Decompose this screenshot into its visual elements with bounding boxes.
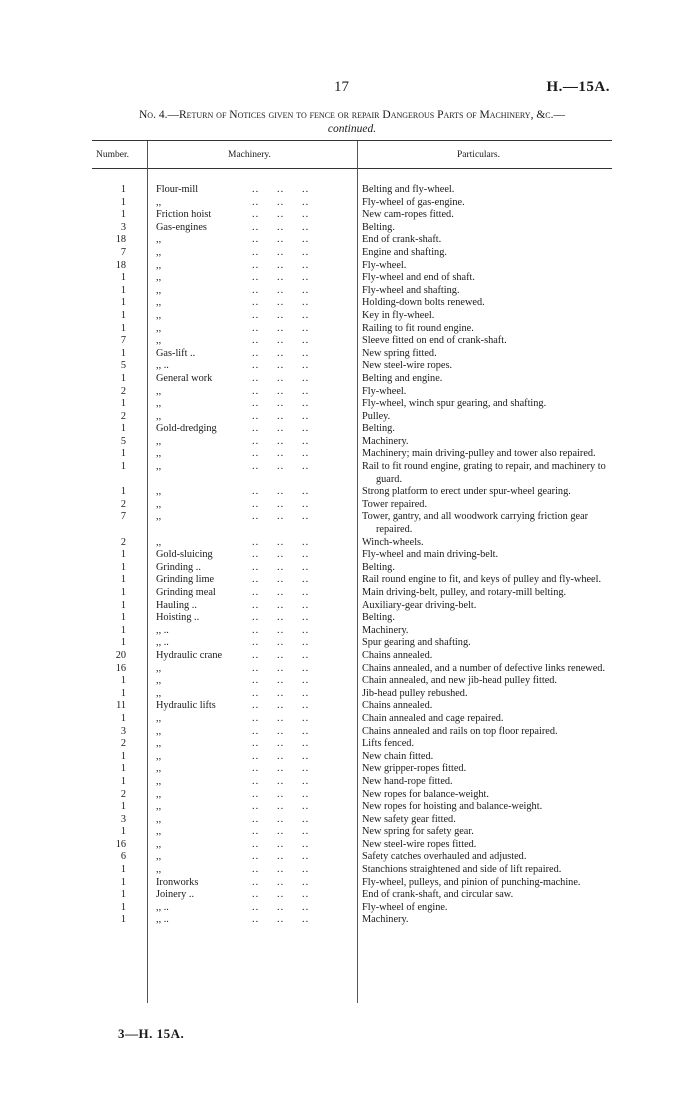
leader-dots: .. .. .. xyxy=(252,297,310,309)
row-machinery: ,, xyxy=(156,234,162,246)
row-machinery: Flour-mill xyxy=(156,184,199,195)
table-row xyxy=(92,763,612,776)
row-number: 18 xyxy=(115,259,126,271)
table-row xyxy=(92,625,612,638)
row-number: 1 xyxy=(120,309,126,321)
leader-dots: .. .. .. xyxy=(252,662,310,674)
row-particulars: Fly-wheel and shafting. xyxy=(362,284,460,296)
row-number: 1 xyxy=(120,675,126,687)
table-row xyxy=(92,826,612,839)
row-number: 7 xyxy=(120,511,126,523)
return-table-body xyxy=(92,184,612,927)
title-continued: continued. xyxy=(327,123,377,135)
table-row xyxy=(92,323,612,336)
row-particulars: New hand-rope fitted. xyxy=(362,775,453,787)
leader-dots: .. .. .. xyxy=(252,763,310,775)
leader-dots: .. .. .. xyxy=(252,309,310,321)
row-number: 1 xyxy=(120,561,126,573)
row-particulars: Strong platform to erect under spur-wheel gearing. xyxy=(362,486,571,498)
row-number: 1 xyxy=(120,612,126,624)
table-row xyxy=(92,914,612,927)
leader-dots: .. .. .. xyxy=(252,272,310,284)
table-row xyxy=(92,902,612,915)
row-particulars: Pulley. xyxy=(362,410,391,422)
leader-dots: .. .. .. xyxy=(252,196,310,208)
row-number: 1 xyxy=(120,347,126,359)
row-number: 1 xyxy=(120,423,126,435)
table-row xyxy=(92,511,612,536)
table-row xyxy=(92,386,612,399)
row-machinery: Hauling .. xyxy=(156,599,197,611)
row-machinery: ,, xyxy=(156,259,162,271)
table-row xyxy=(92,398,612,411)
row-particulars: Safety catches overhauled and adjusted. xyxy=(362,851,527,863)
row-machinery: ,, xyxy=(156,486,162,498)
row-machinery: ,, .. xyxy=(156,637,169,649)
header-particulars: Particulars. xyxy=(457,150,501,160)
row-particulars: Chains annealed and rails on top floor repaired. xyxy=(362,725,558,737)
row-machinery: ,, xyxy=(156,196,162,208)
table-row xyxy=(92,851,612,864)
leader-dots: .. .. .. xyxy=(252,498,310,510)
row-particulars: Fly-wheel. xyxy=(362,259,407,271)
row-number: 1 xyxy=(120,461,126,473)
leader-dots: .. .. .. xyxy=(252,851,310,863)
leader-dots: .. .. .. xyxy=(252,246,310,258)
row-particulars: Stanchions straightened and side of lift repaired. xyxy=(362,864,562,876)
leader-dots: .. .. .. xyxy=(252,284,310,296)
row-machinery: ,, xyxy=(156,297,162,309)
row-number: 3 xyxy=(120,221,126,233)
row-machinery: ,, xyxy=(156,851,162,863)
leader-dots: .. .. .. xyxy=(252,335,310,347)
header-machinery: Machinery. xyxy=(228,150,271,160)
row-number: 2 xyxy=(120,385,126,397)
row-particulars: Tower, gantry, and all woodwork carrying friction gear repaired. xyxy=(362,511,589,536)
leader-dots: .. .. .. xyxy=(252,864,310,876)
leader-dots: .. .. .. xyxy=(252,587,310,598)
leader-dots: .. .. .. xyxy=(252,448,310,460)
row-particulars: Fly-wheel. xyxy=(362,385,407,397)
leader-dots: .. .. .. xyxy=(252,675,310,687)
row-machinery: ,, xyxy=(156,335,162,347)
leader-dots: .. .. .. xyxy=(252,901,310,913)
leader-dots: .. .. .. xyxy=(252,838,310,850)
row-machinery: ,, xyxy=(156,687,162,699)
row-particulars: Fly-wheel, pulleys, and pinion of punching-machine. xyxy=(362,876,581,888)
row-number: 7 xyxy=(120,335,126,347)
row-number: 2 xyxy=(120,788,126,800)
table-row xyxy=(92,310,612,323)
row-machinery: Hoisting .. xyxy=(156,612,200,624)
leader-dots: .. .. .. xyxy=(252,574,310,586)
table-row xyxy=(92,486,612,499)
row-number: 1 xyxy=(120,763,126,775)
leader-dots: .. .. .. xyxy=(252,347,310,359)
table-row xyxy=(92,285,612,298)
row-particulars: Engine and shafting. xyxy=(362,246,447,258)
leader-dots: .. .. .. xyxy=(252,385,310,397)
table-row xyxy=(92,688,612,701)
row-machinery: ,, xyxy=(156,410,162,422)
row-particulars: Machinery. xyxy=(362,914,409,926)
row-number: 1 xyxy=(120,889,126,901)
row-particulars: Machinery; main driving-pulley and tower also repaired. xyxy=(362,448,596,460)
leader-dots: .. .. .. xyxy=(252,549,310,561)
row-machinery: ,, xyxy=(156,813,162,825)
row-machinery: ,, xyxy=(156,385,162,397)
row-machinery: Gold-dredging xyxy=(156,423,217,435)
row-particulars: Tower repaired. xyxy=(362,498,428,510)
row-particulars: Main driving-belt, pulley, and rotary-mill belting. xyxy=(362,587,567,598)
row-machinery: ,, xyxy=(156,763,162,775)
leader-dots: .. .. .. xyxy=(252,725,310,737)
table-row xyxy=(92,272,612,285)
leader-dots: .. .. .. xyxy=(252,687,310,699)
row-number: 1 xyxy=(120,750,126,762)
table-row xyxy=(92,436,612,449)
row-machinery: ,, xyxy=(156,309,162,321)
leader-dots: .. .. .. xyxy=(252,801,310,813)
table-row xyxy=(92,839,612,852)
row-particulars: Chain annealed, and new jib-head pulley fitted. xyxy=(362,675,558,687)
row-machinery: ,, xyxy=(156,838,162,850)
table-row xyxy=(92,348,612,361)
leader-dots: .. .. .. xyxy=(252,750,310,762)
title-line: No. 4.—Return of Notices given to fence or repair Dangerous Parts of Machinery, &c.— xyxy=(139,109,565,121)
row-number: 1 xyxy=(120,322,126,334)
leader-dots: .. .. .. xyxy=(252,914,310,926)
row-particulars: Belting and engine. xyxy=(362,372,443,384)
row-machinery: ,, xyxy=(156,725,162,737)
table-row xyxy=(92,549,612,562)
leader-dots: .. .. .. xyxy=(252,649,310,661)
row-number: 1 xyxy=(120,209,126,221)
table-row xyxy=(92,197,612,210)
row-machinery: ,, xyxy=(156,536,162,548)
table-row xyxy=(92,234,612,247)
table-row xyxy=(92,789,612,802)
row-machinery: ,, xyxy=(156,750,162,762)
table-row xyxy=(92,260,612,273)
row-machinery: ,, xyxy=(156,246,162,258)
row-machinery: Joinery .. xyxy=(156,889,195,901)
document-code: H.—15A. xyxy=(546,79,610,95)
leader-dots: .. .. .. xyxy=(252,259,310,271)
row-number: 1 xyxy=(120,826,126,838)
page-number: 17 xyxy=(334,79,349,95)
row-machinery: ,, xyxy=(156,322,162,334)
row-machinery: ,, xyxy=(156,662,162,674)
row-number: 3 xyxy=(120,725,126,737)
table-row xyxy=(92,587,612,600)
row-particulars: Lifts fenced. xyxy=(362,738,415,750)
row-particulars: Belting. xyxy=(362,423,395,435)
table-row xyxy=(92,600,612,613)
row-number: 1 xyxy=(120,398,126,410)
leader-dots: .. .. .. xyxy=(252,637,310,649)
row-machinery: ,, .. xyxy=(156,624,169,636)
table-row xyxy=(92,726,612,739)
row-machinery: Gold-sluicing xyxy=(156,549,213,561)
row-particulars: New steel-wire ropes fitted. xyxy=(362,838,477,850)
leader-dots: .. .. .. xyxy=(252,372,310,384)
table-row xyxy=(92,537,612,550)
row-machinery: Gas-engines xyxy=(156,221,207,233)
table-row xyxy=(92,222,612,235)
row-particulars: Belting. xyxy=(362,561,395,573)
row-number: 2 xyxy=(120,536,126,548)
row-number: 2 xyxy=(120,738,126,750)
row-particulars: End of crank-shaft. xyxy=(362,234,442,246)
row-number: 16 xyxy=(115,662,126,674)
row-machinery: ,, xyxy=(156,398,162,410)
row-machinery: Hydraulic crane xyxy=(156,649,223,661)
row-number: 3 xyxy=(120,813,126,825)
row-particulars: Rail to fit round engine, grating to repair, and machinery to guard. xyxy=(362,461,606,485)
row-particulars: New steel-wire ropes. xyxy=(362,360,453,372)
row-particulars: Spur gearing and shafting. xyxy=(362,637,471,649)
row-particulars: Key in fly-wheel. xyxy=(362,309,435,321)
leader-dots: .. .. .. xyxy=(252,234,310,246)
leader-dots: .. .. .. xyxy=(252,876,310,888)
row-number: 1 xyxy=(120,297,126,309)
row-particulars: Chains annealed. xyxy=(362,700,433,712)
row-particulars: Railing to fit round engine. xyxy=(362,322,474,334)
header-number: Number. xyxy=(96,150,129,160)
table-row xyxy=(92,297,612,310)
row-machinery: Grinding lime xyxy=(156,574,215,586)
row-particulars: Fly-wheel and main driving-belt. xyxy=(362,549,499,561)
table-row xyxy=(92,650,612,663)
table-row xyxy=(92,814,612,827)
row-number: 11 xyxy=(116,700,126,712)
leader-dots: .. .. .. xyxy=(252,889,310,901)
table-row xyxy=(92,373,612,386)
row-particulars: New chain fitted. xyxy=(362,750,434,762)
row-number: 1 xyxy=(120,184,126,195)
row-particulars: Machinery. xyxy=(362,435,409,447)
row-number: 1 xyxy=(120,901,126,913)
row-number: 7 xyxy=(120,246,126,258)
row-machinery: ,, .. xyxy=(156,901,169,913)
row-particulars: Belting. xyxy=(362,221,395,233)
row-machinery: ,, xyxy=(156,775,162,787)
row-particulars: Sleeve fitted on end of crank-shaft. xyxy=(362,335,507,347)
table-row xyxy=(92,637,612,650)
row-number: 1 xyxy=(120,637,126,649)
leader-dots: .. .. .. xyxy=(252,536,310,548)
row-number: 1 xyxy=(120,372,126,384)
leader-dots: .. .. .. xyxy=(252,788,310,800)
table-row xyxy=(92,562,612,575)
table-row xyxy=(92,700,612,713)
table-row xyxy=(92,335,612,348)
row-number: 1 xyxy=(120,624,126,636)
leader-dots: .. .. .. xyxy=(252,423,310,435)
row-particulars: Fly-wheel of engine. xyxy=(362,901,448,913)
table-row xyxy=(92,247,612,260)
leader-dots: .. .. .. xyxy=(252,486,310,498)
row-number: 1 xyxy=(120,801,126,813)
row-number: 16 xyxy=(115,838,126,850)
row-machinery: ,, xyxy=(156,461,162,473)
row-number: 5 xyxy=(120,435,126,447)
row-particulars: Machinery. xyxy=(362,624,409,636)
row-particulars: Fly-wheel and end of shaft. xyxy=(362,272,475,284)
row-machinery: Grinding meal xyxy=(156,587,216,598)
row-machinery: ,, xyxy=(156,738,162,750)
row-machinery: General work xyxy=(156,372,213,384)
row-particulars: New ropes for hoisting and balance-weight. xyxy=(362,801,543,813)
leader-dots: .. .. .. xyxy=(252,398,310,410)
row-particulars: Jib-head pulley rebushed. xyxy=(362,687,468,699)
table-row xyxy=(92,751,612,764)
table-row xyxy=(92,209,612,222)
table-row xyxy=(92,411,612,424)
row-machinery: ,, .. xyxy=(156,360,169,372)
row-number: 2 xyxy=(120,410,126,422)
row-particulars: Chain annealed and cage repaired. xyxy=(362,712,504,724)
header-rule xyxy=(92,168,612,169)
table-row xyxy=(92,713,612,726)
row-number: 1 xyxy=(120,687,126,699)
row-machinery: Gas-lift .. xyxy=(156,347,196,359)
leader-dots: .. .. .. xyxy=(252,184,310,195)
row-machinery: ,, xyxy=(156,801,162,813)
row-number: 1 xyxy=(120,587,126,598)
leader-dots: .. .. .. xyxy=(252,221,310,233)
row-particulars: End of crank-shaft, and circular saw. xyxy=(362,889,514,901)
table-row xyxy=(92,738,612,751)
row-number: 1 xyxy=(120,196,126,208)
row-machinery: ,, xyxy=(156,272,162,284)
leader-dots: .. .. .. xyxy=(252,775,310,787)
row-number: 1 xyxy=(120,599,126,611)
row-number: 2 xyxy=(120,498,126,510)
table-row xyxy=(92,574,612,587)
leader-dots: .. .. .. xyxy=(252,599,310,611)
leader-dots: .. .. .. xyxy=(252,700,310,712)
row-particulars: Belting. xyxy=(362,612,395,624)
leader-dots: .. .. .. xyxy=(252,322,310,334)
row-particulars: Fly-wheel, winch spur gearing, and shafting. xyxy=(362,398,547,410)
row-machinery: ,, xyxy=(156,826,162,838)
table-row xyxy=(92,423,612,436)
row-particulars: New cam-ropes fitted. xyxy=(362,209,454,221)
leader-dots: .. .. .. xyxy=(252,738,310,750)
row-particulars: Winch-wheels. xyxy=(362,536,424,548)
table-row xyxy=(92,776,612,789)
row-machinery: Hydraulic lifts xyxy=(156,700,216,712)
leader-dots: .. .. .. xyxy=(252,461,310,473)
row-machinery: ,, xyxy=(156,864,162,876)
row-machinery: Ironworks xyxy=(156,876,199,888)
row-particulars: New gripper-ropes fitted. xyxy=(362,763,467,775)
row-machinery: ,, xyxy=(156,498,162,510)
leader-dots: .. .. .. xyxy=(252,209,310,221)
table-row xyxy=(92,877,612,890)
row-number: 1 xyxy=(120,486,126,498)
table-row xyxy=(92,461,612,486)
table-row xyxy=(92,448,612,461)
row-particulars: Belting and fly-wheel. xyxy=(362,184,455,195)
row-number: 5 xyxy=(120,360,126,372)
row-machinery: ,, .. xyxy=(156,914,169,926)
row-particulars: Auxiliary-gear driving-belt. xyxy=(362,599,477,611)
row-particulars: Chains annealed, and a number of defective links renewed. xyxy=(362,662,606,674)
table-row xyxy=(92,499,612,512)
signature-mark: 3—H. 15A. xyxy=(118,1026,185,1041)
row-machinery: Friction hoist xyxy=(156,209,212,221)
leader-dots: .. .. .. xyxy=(252,360,310,372)
leader-dots: .. .. .. xyxy=(252,410,310,422)
leader-dots: .. .. .. xyxy=(252,712,310,724)
row-machinery: ,, xyxy=(156,284,162,296)
leader-dots: .. .. .. xyxy=(252,511,310,523)
row-particulars: Chains annealed. xyxy=(362,649,433,661)
leader-dots: .. .. .. xyxy=(252,612,310,624)
row-particulars: New spring for safety gear. xyxy=(362,826,474,838)
row-number: 1 xyxy=(120,914,126,926)
row-machinery: ,, xyxy=(156,712,162,724)
table-row xyxy=(92,889,612,902)
row-number: 1 xyxy=(120,775,126,787)
row-number: 1 xyxy=(120,876,126,888)
row-number: 6 xyxy=(120,851,126,863)
table-row xyxy=(92,675,612,688)
leader-dots: .. .. .. xyxy=(252,826,310,838)
row-machinery: ,, xyxy=(156,788,162,800)
row-number: 20 xyxy=(115,649,126,661)
row-number: 1 xyxy=(120,864,126,876)
row-number: 1 xyxy=(120,712,126,724)
row-particulars: New safety gear fitted. xyxy=(362,813,456,825)
row-machinery: ,, xyxy=(156,675,162,687)
row-particulars: Holding-down bolts renewed. xyxy=(362,297,485,309)
table-row xyxy=(92,612,612,625)
row-particulars: New ropes for balance-weight. xyxy=(362,788,489,800)
table-row xyxy=(92,801,612,814)
leader-dots: .. .. .. xyxy=(252,435,310,447)
table-row xyxy=(92,864,612,877)
row-machinery: Grinding .. xyxy=(156,561,201,573)
leader-dots: .. .. .. xyxy=(252,813,310,825)
row-machinery: ,, xyxy=(156,448,162,460)
row-particulars: Rail round engine to fit, and keys of pulley and fly-wheel. xyxy=(362,574,602,586)
table-title xyxy=(92,108,612,136)
row-number: 1 xyxy=(120,284,126,296)
row-particulars: New spring fitted. xyxy=(362,347,437,359)
row-number: 1 xyxy=(120,272,126,284)
leader-dots: .. .. .. xyxy=(252,624,310,636)
table-row xyxy=(92,360,612,373)
row-number: 18 xyxy=(115,234,126,246)
row-number: 1 xyxy=(120,574,126,586)
table-row xyxy=(92,663,612,676)
leader-dots: .. .. .. xyxy=(252,561,310,573)
row-number: 1 xyxy=(120,448,126,460)
row-number: 1 xyxy=(120,549,126,561)
table-row xyxy=(92,184,612,197)
top-rule xyxy=(92,140,612,141)
row-machinery: ,, xyxy=(156,511,162,523)
row-particulars: Fly-wheel of gas-engine. xyxy=(362,196,465,208)
row-machinery: ,, xyxy=(156,435,162,447)
